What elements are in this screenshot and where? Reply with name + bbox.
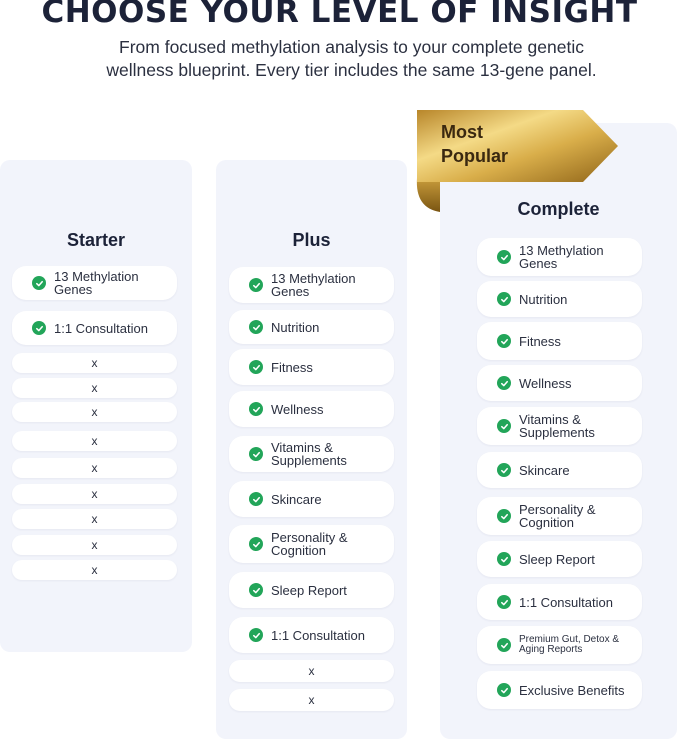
feature-item	[229, 481, 394, 517]
check-circle-icon	[497, 376, 511, 390]
feature-item	[477, 584, 642, 620]
feature-item	[12, 402, 177, 422]
feature-item	[12, 266, 177, 300]
feature-label-line-1: x	[91, 460, 98, 475]
check-circle-icon	[497, 419, 511, 433]
feature-item	[477, 365, 642, 401]
feature-label-line-1: Skincare	[271, 491, 322, 507]
feature-label-line-1: Sleep Report	[271, 582, 347, 598]
feature-label-line-1: x	[91, 562, 98, 577]
feature-item	[12, 509, 177, 529]
feature-label-line-1: Vitamins &	[519, 412, 581, 427]
badge-line-2: Popular	[441, 146, 509, 166]
check-circle-icon	[249, 447, 263, 461]
feature-label-line-2: Cognition	[519, 515, 574, 530]
feature-label	[92, 382, 98, 395]
feature-label-line-1: 1:1 Consultation	[519, 594, 613, 610]
feature-label-line-1: 13 Methylation	[519, 243, 604, 258]
feature-label	[271, 441, 347, 467]
feature-item	[12, 378, 177, 398]
feature-label-line-1: Fitness	[271, 359, 313, 375]
check-circle-icon	[249, 492, 263, 506]
feature-label-line-1: Skincare	[519, 462, 570, 478]
check-circle-icon	[497, 509, 511, 523]
feature-item	[477, 238, 642, 276]
check-circle-icon	[497, 552, 511, 566]
feature-label-line-1: x	[91, 511, 98, 526]
feature-label-line-1: Wellness	[271, 401, 324, 417]
feature-label	[271, 403, 324, 416]
feature-label	[519, 244, 604, 270]
feature-label	[92, 564, 98, 577]
feature-label	[309, 665, 315, 678]
feature-label	[271, 321, 319, 334]
feature-label-line-1: 1:1 Consultation	[271, 627, 365, 643]
check-circle-icon	[32, 321, 46, 335]
feature-label-line-1: x	[91, 433, 98, 448]
check-circle-icon	[249, 402, 263, 416]
feature-item	[229, 310, 394, 344]
feature-item	[477, 322, 642, 360]
feature-item	[229, 349, 394, 385]
feature-label-line-2: Aging Reports	[519, 644, 583, 655]
feature-item	[12, 431, 177, 451]
tier-name-complete: Complete	[517, 199, 600, 219]
feature-label-line-2: Genes	[271, 284, 310, 299]
feature-label-line-2: Genes	[519, 256, 558, 271]
check-circle-icon	[249, 583, 263, 597]
tier-name-plus: Plus	[292, 230, 331, 250]
feature-item	[12, 311, 177, 345]
feature-label	[519, 635, 619, 655]
feature-item	[12, 484, 177, 504]
feature-label-line-1: Vitamins &	[271, 440, 333, 455]
feature-item	[477, 497, 642, 535]
feature-label	[519, 684, 625, 697]
feature-label-line-1: Wellness	[519, 375, 572, 391]
feature-label-line-1: Sleep Report	[519, 551, 595, 567]
feature-label-line-1: Nutrition	[519, 291, 568, 307]
feature-label	[271, 629, 365, 642]
feature-label-line-2: Genes	[54, 282, 93, 297]
check-circle-icon	[249, 360, 263, 374]
feature-item	[477, 281, 642, 317]
feature-label	[519, 377, 572, 390]
check-circle-icon	[249, 628, 263, 642]
feature-label	[519, 503, 596, 529]
feature-item	[229, 267, 394, 303]
check-circle-icon	[249, 278, 263, 292]
feature-label-line-1: x	[308, 692, 315, 707]
feature-label-line-1: Personality &	[271, 530, 348, 545]
feature-item	[229, 689, 394, 711]
feature-item	[12, 458, 177, 478]
page-title: CHOOSE YOUR LEVEL OF INSIGHT	[41, 0, 638, 30]
check-circle-icon	[497, 463, 511, 477]
check-circle-icon	[497, 292, 511, 306]
feature-label	[92, 488, 98, 501]
feature-label	[271, 272, 356, 298]
feature-label-line-2: Supplements	[519, 425, 595, 440]
check-circle-icon	[249, 320, 263, 334]
feature-label-line-1: Fitness	[519, 333, 561, 349]
feature-label	[271, 361, 313, 374]
feature-label-line-1: x	[308, 663, 315, 678]
feature-label	[92, 513, 98, 526]
feature-label-line-1: x	[91, 404, 98, 419]
feature-label-line-1: Nutrition	[271, 319, 320, 335]
feature-item	[229, 660, 394, 682]
feature-label-line-1: Personality &	[519, 502, 596, 517]
feature-item	[229, 617, 394, 653]
feature-label-line-1: x	[91, 355, 98, 370]
feature-label	[271, 584, 347, 597]
check-circle-icon	[497, 334, 511, 348]
check-circle-icon	[32, 276, 46, 290]
feature-label	[309, 694, 315, 707]
feature-item	[229, 436, 394, 472]
feature-label	[271, 493, 322, 506]
feature-label-line-2: Supplements	[271, 453, 347, 468]
feature-label-line-1: 13 Methylation	[54, 269, 139, 284]
tier-name-starter: Starter	[66, 230, 126, 250]
feature-item	[12, 535, 177, 555]
feature-label-line-2: Cognition	[271, 543, 326, 558]
feature-label	[519, 596, 613, 609]
feature-label	[92, 406, 98, 419]
feature-label-line-1: x	[91, 537, 98, 552]
check-circle-icon	[497, 638, 511, 652]
check-circle-icon	[249, 537, 263, 551]
check-circle-icon	[497, 683, 511, 697]
feature-label-line-1: x	[91, 380, 98, 395]
feature-label	[519, 553, 595, 566]
feature-item	[229, 572, 394, 608]
feature-item	[12, 560, 177, 580]
feature-label	[92, 357, 98, 370]
feature-item	[477, 452, 642, 488]
feature-label	[54, 270, 139, 296]
subtitle-line-2: wellness blueprint. Every tier includes the same 13-gene panel.	[106, 60, 597, 80]
feature-label	[54, 322, 148, 335]
feature-item	[477, 626, 642, 664]
feature-label	[271, 531, 348, 557]
feature-label	[92, 462, 98, 475]
feature-label-line-1: x	[91, 486, 98, 501]
feature-label	[519, 413, 595, 439]
feature-item	[12, 353, 177, 373]
feature-item	[229, 391, 394, 427]
feature-label-line-1: Exclusive Benefits	[519, 682, 625, 698]
feature-label-line-1: 13 Methylation	[271, 271, 356, 286]
feature-label	[92, 539, 98, 552]
feature-item	[477, 671, 642, 709]
feature-label	[519, 335, 561, 348]
feature-item	[477, 407, 642, 445]
check-circle-icon	[497, 250, 511, 264]
feature-label	[519, 464, 570, 477]
most-popular-badge	[441, 120, 561, 168]
feature-label-line-1: Premium Gut, Detox &	[519, 634, 620, 645]
feature-label	[92, 435, 98, 448]
feature-item	[477, 541, 642, 577]
feature-label	[519, 293, 567, 306]
subtitle-line-1: From focused methylation analysis to your complete genetic	[119, 37, 584, 57]
feature-item	[229, 525, 394, 563]
check-circle-icon	[497, 595, 511, 609]
badge-line-1: Most	[441, 122, 483, 142]
feature-label-line-1: 1:1 Consultation	[54, 320, 148, 336]
